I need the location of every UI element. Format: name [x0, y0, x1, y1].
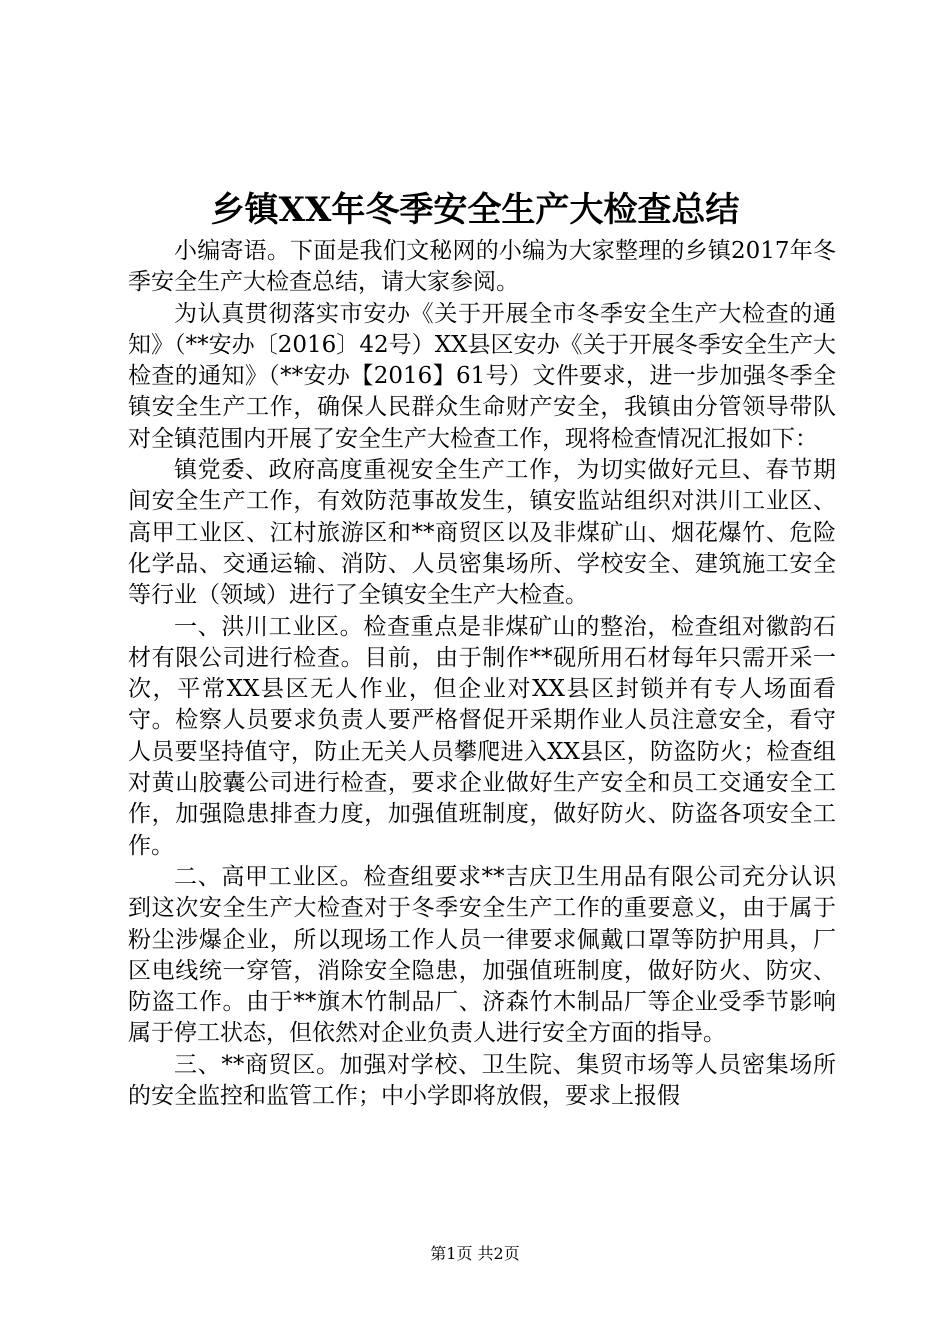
- paragraph-intro: 小编寄语。下面是我们文秘网的小编为大家整理的乡镇2017年冬季安全生产大检查总结，请大家参阅。: [128, 238, 836, 296]
- page-number-current: 第1页: [430, 1244, 473, 1263]
- document-title: 乡镇XX年冬季安全生产大检查总结: [210, 190, 740, 230]
- paragraph-section-1: 一、洪川工业区。检查重点是非煤矿山的整治，检查组对徽韵石材有限公司进行检查。目前，由于制作**砚所用石材每年只需开采一次，平常XX县区无人作业，但企业对XX县区封锁并有专人场面看守。检察人员要求负责人要严格督促开采期作业人员注意安全，看守人员要坚持值守，防止无关人员攀爬进入XX县区，防盗防火；检查组对黄山胶囊公司进行检查，要求企业做好生产安全和员工交通安全工作，加强隐患排查力度，加强值班制度，做好防火、防盗各项安全工作。: [128, 613, 836, 859]
- page-footer: [0, 1243, 950, 1265]
- document-body: [128, 236, 836, 1112]
- paragraph-overview: 镇党委、政府高度重视安全生产工作，为切实做好元旦、春节期间安全生产工作，有效防范事故发生，镇安监站组织对洪川工业区、高甲工业区、江村旅游区和**商贸区以及非煤矿山、烟花爆竹、危险化学品、交通运输、消防、人员密集场所、学校安全、建筑施工安全等行业（领域）进行了全镇安全生产大检查。: [128, 457, 836, 609]
- page-number-total: 共2页: [477, 1244, 520, 1263]
- paragraph-section-3: 三、**商贸区。加强对学校、卫生院、集贸市场等人员密集场所的安全监控和监管工作；中小学即将放假，要求上报假: [128, 1051, 836, 1110]
- paragraph-background: 为认真贯彻落实市安办《关于开展全市冬季安全生产大检查的通知》（**安办〔2016〕42号）XX县区安办《关于开展冬季安全生产大检查的通知》（**安办【2016】61号）文件要求，进一步加强冬季全镇安全生产工作，确保人民群众生命财产安全，我镇由分管领导带队对全镇范围内开展了安全生产大检查工作，现将检查情况汇报如下：: [128, 300, 836, 452]
- paragraph-section-2: 二、高甲工业区。检查组要求**吉庆卫生用品有限公司充分认识到这次安全生产大检查对于冬季安全生产工作的重要意义，由于属于粉尘涉爆企业，所以现场工作人员一律要求佩戴口罩等防护用具，厂区电线统一穿管，消除安全隐患，加强值班制度，做好防火、防灾、防盗工作。由于**旗木竹制品厂、济森竹木制品厂等企业受季节影响属于停工状态，但依然对企业负责人进行安全方面的指导。: [128, 863, 836, 1047]
